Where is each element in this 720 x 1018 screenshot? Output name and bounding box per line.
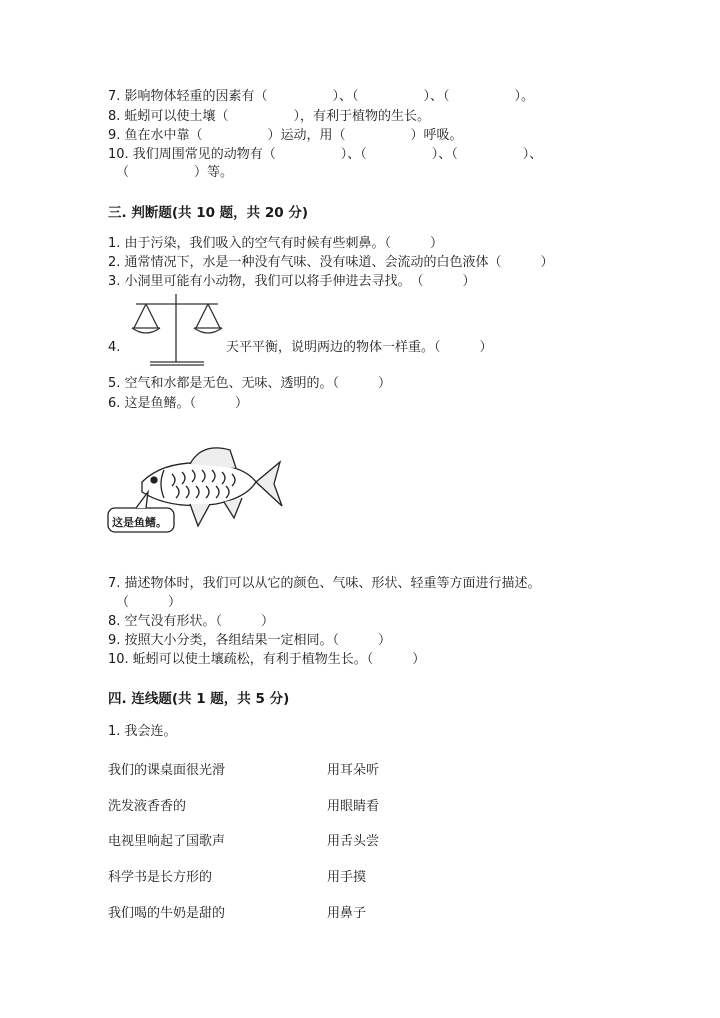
fill-blank-9: 9. 鱼在水中靠（ ）运动，用（ ）呼吸。 — [108, 128, 463, 143]
judge-item-9: 9. 按照大小分类，各组结果一定相同。（ ） — [108, 633, 392, 648]
balance-scale-image — [124, 292, 230, 368]
judge-item-5: 5. 空气和水都是无色、无味、透明的。（ ） — [108, 376, 392, 391]
match-right-item[interactable]: 用手摸 — [327, 870, 367, 885]
judge-item-7: 7. 描述物体时，我们可以从它的颜色、气味、形状、轻重等方面进行描述。 — [108, 576, 541, 591]
match-right-item[interactable]: 用鼻子 — [327, 906, 367, 921]
match-prompt: 1. 我会连。 — [108, 724, 177, 739]
match-right-item[interactable]: 用耳朵听 — [327, 763, 380, 778]
judge-item-2: 2. 通常情况下，水是一种没有气味、没有味道、会流动的白色液体（ ） — [108, 255, 554, 270]
judge-item-7-blank: （ ） — [116, 595, 182, 610]
match-right-item[interactable]: 用眼睛看 — [327, 799, 380, 814]
section-heading-judge: 三. 判断题(共 10 题，共 20 分) — [108, 205, 309, 221]
fill-blank-10-cont: （ ）等。 — [116, 165, 234, 180]
fill-blank-8: 8. 蚯蚓可以使土壤（ ），有利于植物的生长。 — [108, 109, 431, 124]
fill-blank-7: 7. 影响物体轻重的因素有（ ）、（ ）、（ ）。 — [108, 89, 535, 104]
fill-blank-10: 10. 我们周围常见的动物有（ ）、（ ）、（ ）、 — [108, 147, 543, 162]
judge-item-6: 6. 这是鱼鳍。（ ） — [108, 396, 249, 411]
judge-item-8: 8. 空气没有形状。（ ） — [108, 614, 275, 629]
judge-item-10: 10. 蚯蚓可以使土壤疏松，有利于植物生长。（ ） — [108, 652, 426, 667]
judge-item-4-number: 4. — [108, 340, 121, 355]
match-left-item[interactable]: 科学书是长方形的 — [108, 870, 213, 885]
match-left-item[interactable]: 我们喝的牛奶是甜的 — [108, 906, 226, 921]
fish-bubble-text: 这是鱼鳍。 — [112, 516, 167, 529]
judge-item-1: 1. 由于污染，我们吸入的空气有时候有些刺鼻。（ ） — [108, 236, 444, 251]
match-left-item[interactable]: 电视里响起了国歌声 — [108, 834, 226, 849]
section-heading-match: 四. 连线题(共 1 题，共 5 分) — [108, 691, 290, 707]
judge-item-3: 3. 小洞里可能有小动物，我们可以将手伸进去寻找。 （ ） — [108, 274, 476, 289]
judge-item-4-text: 天平平衡，说明两边的物体一样重。（ ） — [226, 340, 493, 355]
match-left-item[interactable]: 我们的课桌面很光滑 — [108, 763, 226, 778]
match-left-item[interactable]: 洗发液香香的 — [108, 799, 187, 814]
match-right-item[interactable]: 用舌头尝 — [327, 834, 380, 849]
